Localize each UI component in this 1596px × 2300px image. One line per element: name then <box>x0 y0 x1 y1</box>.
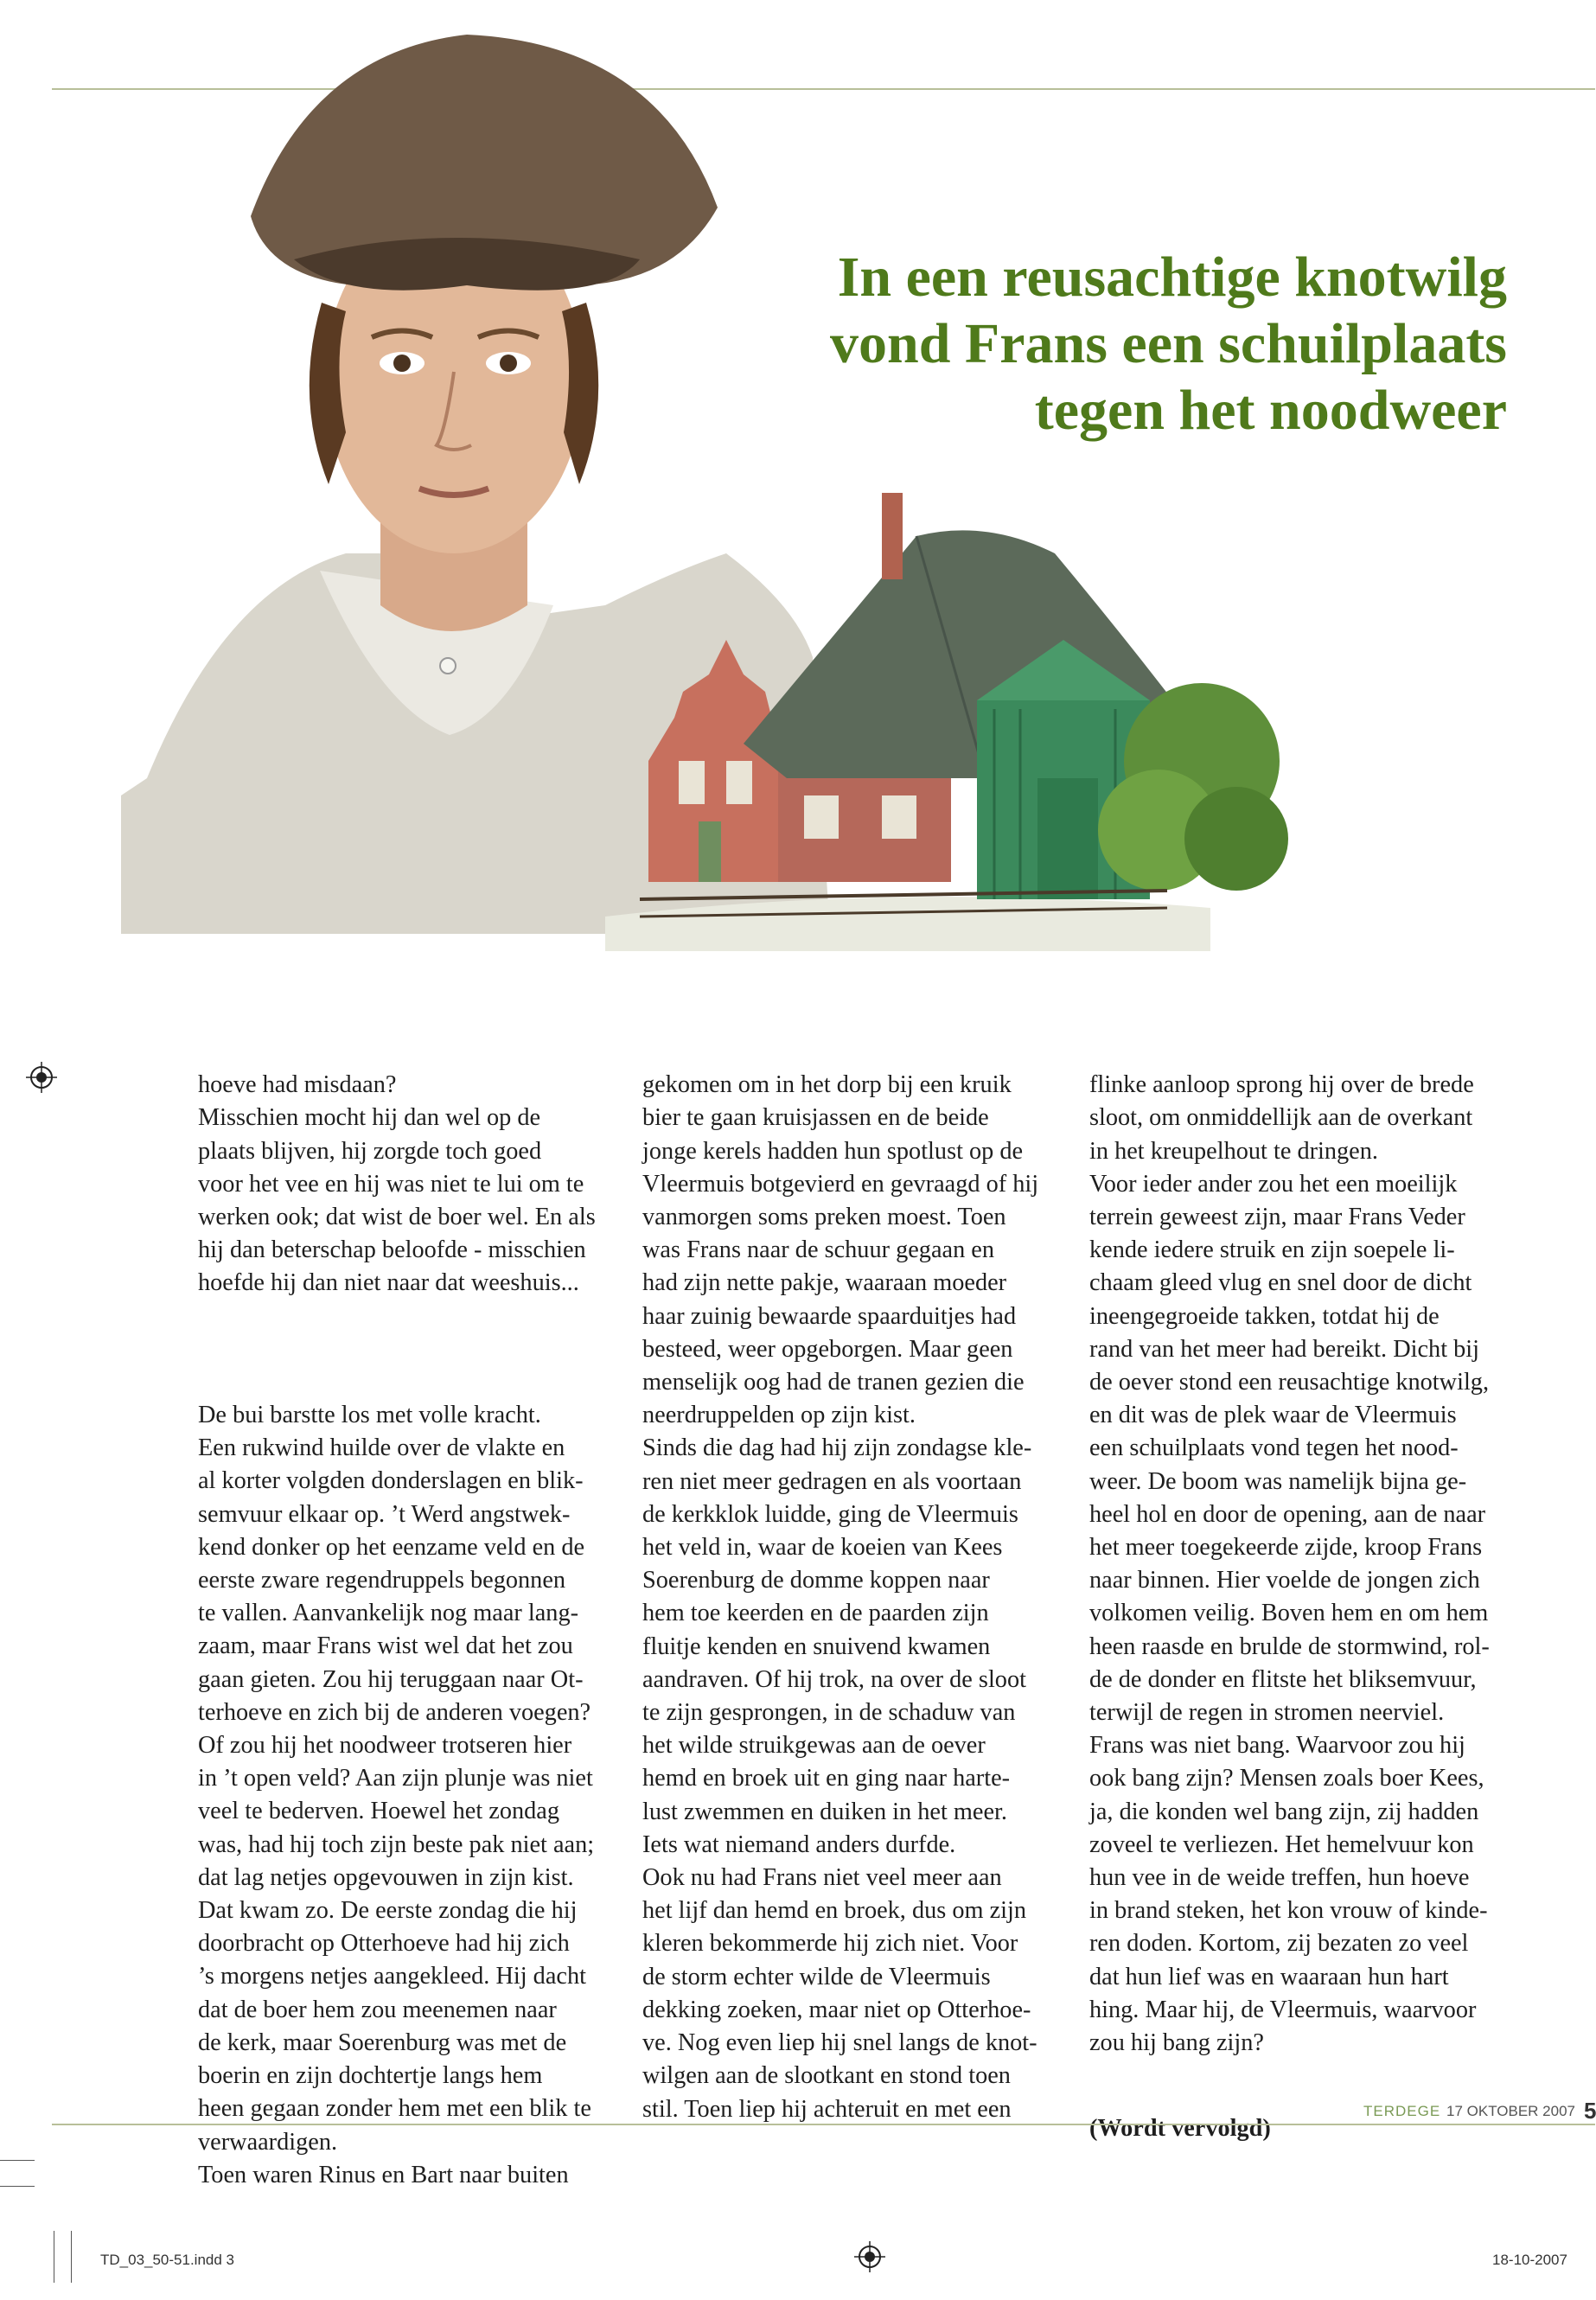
slug-filename: TD_03_50-51.indd 3 <box>100 2252 235 2268</box>
article-column-3 <box>1089 1036 1513 2178</box>
crop-mark <box>71 2231 72 2283</box>
article-column-2 <box>642 1036 1066 2159</box>
paragraph-gap <box>198 1333 622 1366</box>
paragraph: De bui barstte los met volle kracht. Een rukwind huilde over de vlakte en al korter volgden donderslagen en blik- semvuur elkaar op. ’t Werd angstwek- kend donker op het eenzame veld en de eerste zware regendruppels begonnen te vallen. Aanvankelijk nog maar lang- zaam, maar Frans wist wel dat het zou gaan gieten. Zou hij teruggaan naar Ot- terhoeve en zich bij de anderen voegen? Of zou hij het noodweer trotseren hier in ’t open veld? Aan zijn plunje was niet veel te bederven. Hoewel het zondag was, had hij toch zijn beste pak niet aan; dat lag netjes opgevouwen in zijn kist. Dat kwam zo. De eerste zondag die hij doorbracht op Otterhoeve had hij zich ’s morgens netjes aangekleed. Hij dacht dat de boer hem zou meenemen naar de kerk, maar Soerenburg was met de boerin en zijn dochtertje langs hem heen gegaan zonder hem met een blik te verwaardigen. Toen waren Rinus en Bart naar buiten <box>198 1402 595 2188</box>
article-headline: In een reusachtige knotwilg vond Frans een schuilplaats tegen het noodweer <box>830 246 1507 442</box>
paragraph: flinke aanloop sprong hij over de brede sloot, om onmiddellijk aan de overkant in het kreupelhout te dringen. Voor ieder ander zou het een moeilijk terrein geweest zijn, maar Frans Veder kende iedere struik en zijn soepele li- chaam gleed vlug en snel door de dicht ineengegroeide takken, totdat hij de rand van het meer had bereikt. Dicht bij de oever stond een reusachtige knotwilg, en dit was de plek waar de Vleermuis een schuilplaats vond tegen het nood- weer. De boom was namelijk bijna ge- heel hol en door de opening, aan de naar het meer toegekeerde zijde, kroop Frans naar binnen. Hier voelde de jongen zich volkomen veilig. Boven hem en om hem heen raasde en brulde de stormwind, rol- de de donder en flitste het bliksemvuur, terwijl de regen in stromen neerviel. Frans was niet bang. Waarvoor zou hij ook bang zijn? Mensen zoals boer Kees, ja, die konden wel bang zijn, zij hadden zoveel te verliezen. Het hemelvuur kon hun vee in de weide treffen, hun hoeve in brand steken, het kon vrouw of kinde- ren doden. Kortom, zij bezaten zo veel dat hun lief was en waaraan hun hart hing. Maar hij, de Vleermuis, waarvoor zou hij bang zijn? <box>1089 1071 1490 2057</box>
article-column-1 <box>198 1036 622 2225</box>
footer-magazine: TERDEGE <box>1363 2103 1441 2119</box>
paragraph: gekomen om in het dorp bij een kruik bier te gaan kruisjassen en de beide jonge kerels hadden hun spotlust op de Vleermuis botgevierd en gevraagd of hij vanmorgen soms preken moest. Toen was Frans naar de schuur gegaan en had zijn nette pakje, waaraan moeder haar zuinig bewaarde spaarduitjes had besteed, weer opgeborgen. Maar geen menselijk oog had de tranen gezien die neerdruppelden op zijn kist. Sinds die dag had hij zijn zondagse kle- ren niet meer gedragen en als voortaan de kerkklok luidde, ging de Vleermuis het veld in, waar de koeien van Kees Soerenburg de domme koppen naar hem toe keerden en de paarden zijn fluitje kenden en snuivend kwamen aandraven. Of hij trok, na over de sloot te zijn gesprongen, in de schaduw van het wilde struikgewas aan de oever hemd en broek uit en ging naar harte- lust zwemmen en duiken in het meer. Iets wat niemand anders durfde. Ook nu had Frans niet veel meer aan het lijf dan hemd en broek, dus om zijn kleren bekommerde hij zich niet. Voor de storm echter wilde de Vleermuis dekking zoeken, maar niet op Otterhoe- ve. Nog even liep hij snel langs de knot- wilgen aan de slootkant en stond toen stil. Toen liep hij achteruit en met een <box>642 1071 1039 2123</box>
page-number: 5 <box>1584 2098 1596 2124</box>
crop-mark <box>0 2186 35 2187</box>
illustration <box>121 0 1245 986</box>
bottom-rule <box>52 2124 1595 2125</box>
registration-mark-icon <box>26 1062 57 1093</box>
registration-mark-icon <box>854 2241 885 2272</box>
continued-label: (Wordt vervolgd) <box>1089 2114 1271 2142</box>
footer-date: 17 OKTOBER 2007 <box>1446 2103 1575 2119</box>
crop-mark <box>0 2160 35 2161</box>
paragraph: hoeve had misdaan? Misschien mocht hij dan wel op de plaats blijven, hij zorgde toch goed voor het vee en hij was niet te lui om te werken ook; dat wist de boer wel. En als hij dan beterschap beloofde - misschien hoefde hij dan niet naar dat weeshuis... <box>198 1071 596 1297</box>
slug-date: 18-10-2007 <box>1492 2252 1567 2268</box>
